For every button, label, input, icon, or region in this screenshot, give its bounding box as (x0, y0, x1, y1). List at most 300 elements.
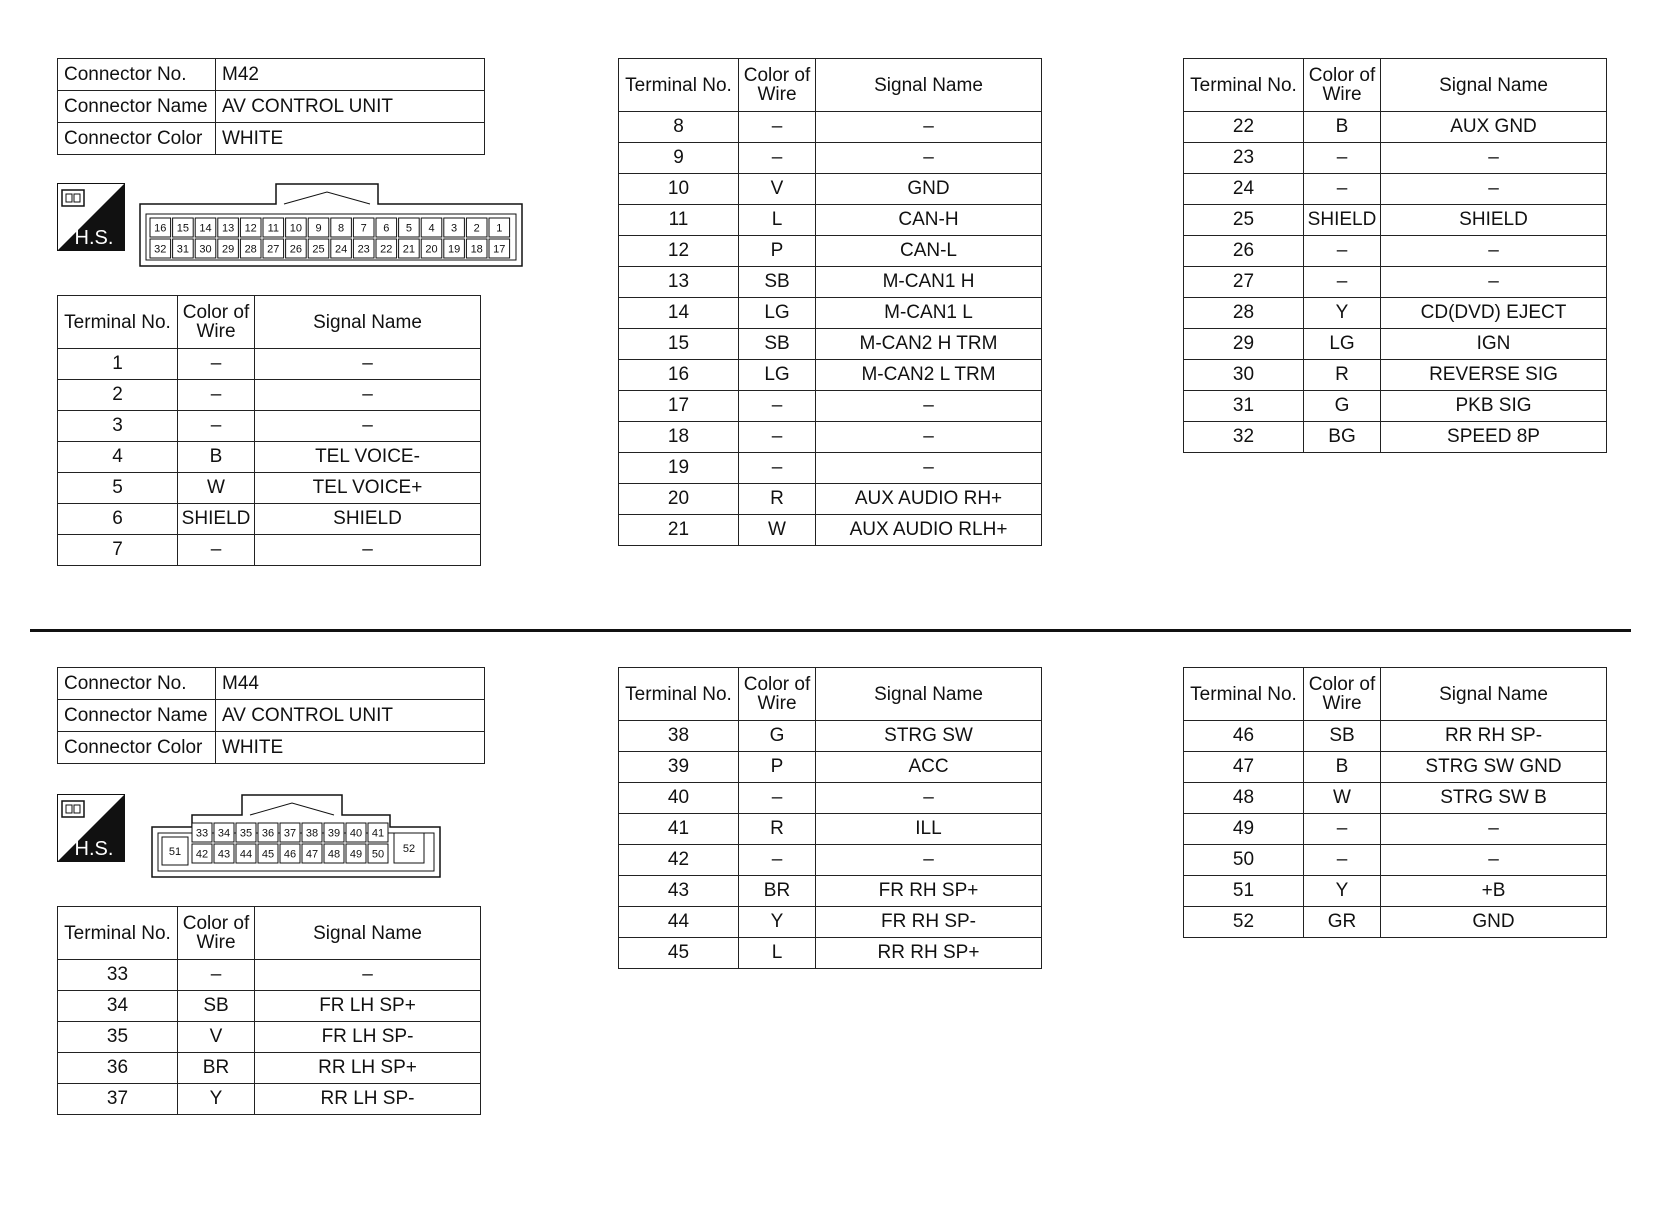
signal-name-cell: RR RH SP+ (816, 938, 1042, 969)
pin-label: 25 (312, 243, 325, 256)
terminal-table-m44-c (1183, 667, 1607, 938)
wire-color-cell: SB (1304, 721, 1381, 752)
pin-label: 32 (154, 243, 167, 256)
wire-color-cell: SB (739, 267, 816, 298)
table-row (1184, 205, 1607, 236)
wire-color-cell: R (1304, 360, 1381, 391)
signal-name-cell: – (816, 783, 1042, 814)
connector-color-value: WHITE (216, 123, 485, 155)
terminal-no-cell: 7 (58, 535, 178, 566)
wire-color-cell: BR (739, 876, 816, 907)
table-row (1184, 721, 1607, 752)
signal-name-cell: M-CAN2 L TRM (816, 360, 1042, 391)
table-row (619, 484, 1042, 515)
wire-color-cell: – (178, 411, 255, 442)
signal-name-cell: M-CAN1 H (816, 267, 1042, 298)
signal-name-cell: TEL VOICE+ (255, 473, 481, 504)
pin-label: 29 (221, 243, 235, 256)
pin-label: 33 (195, 827, 209, 840)
terminal-no-cell: 30 (1184, 360, 1304, 391)
signal-name-cell: M-CAN1 L (816, 298, 1042, 329)
table-row (619, 391, 1042, 422)
table-row (619, 143, 1042, 174)
pin-label: 35 (239, 827, 253, 840)
pin-label: 15 (176, 222, 190, 235)
pin-label: 39 (327, 827, 341, 840)
pin-label: 26 (289, 243, 303, 256)
col-signal-name: Signal Name (816, 668, 1042, 721)
terminal-no-cell: 15 (619, 329, 739, 360)
signal-name-cell: ACC (816, 752, 1042, 783)
pin-label: 1 (496, 222, 503, 235)
pin-label: 28 (244, 243, 257, 256)
pin-label: 2 (473, 222, 480, 235)
signal-name-cell: – (816, 143, 1042, 174)
terminal-no-cell: 2 (58, 380, 178, 411)
terminal-no-cell: 3 (58, 411, 178, 442)
pin-label: 12 (244, 222, 257, 235)
signal-name-cell: PKB SIG (1381, 391, 1607, 422)
terminal-no-cell: 34 (58, 991, 178, 1022)
table-row (619, 267, 1042, 298)
pin-label: 3 (451, 222, 458, 235)
signal-name-cell: – (816, 422, 1042, 453)
table-row (619, 205, 1042, 236)
pin-label: 30 (199, 243, 212, 256)
signal-name-cell: CD(DVD) EJECT (1381, 298, 1607, 329)
signal-name-cell: FR RH SP+ (816, 876, 1042, 907)
terminal-no-cell: 32 (1184, 422, 1304, 453)
wire-color-cell: – (739, 422, 816, 453)
hs-text: H.S. (74, 227, 114, 249)
terminal-no-cell: 9 (619, 143, 739, 174)
pin-label: 31 (176, 243, 190, 256)
table-row (58, 1022, 481, 1053)
signal-name-cell: CAN-L (816, 236, 1042, 267)
table-row (619, 876, 1042, 907)
terminal-no-cell: 51 (1184, 876, 1304, 907)
signal-name-cell: FR LH SP- (255, 1022, 481, 1053)
pin-label: 37 (283, 827, 297, 840)
signal-name-cell: STRG SW GND (1381, 752, 1607, 783)
table-row (619, 298, 1042, 329)
wire-color-cell: Y (178, 1084, 255, 1115)
table-row (619, 814, 1042, 845)
wire-color-cell: – (1304, 814, 1381, 845)
wire-color-cell: G (1304, 391, 1381, 422)
signal-name-cell: FR RH SP- (816, 907, 1042, 938)
pin-label: 22 (380, 243, 393, 256)
pin-label: 41 (371, 827, 385, 840)
table-row (619, 112, 1042, 143)
wire-color-cell: R (739, 484, 816, 515)
signal-name-cell: TEL VOICE- (255, 442, 481, 473)
harness-side-icon (57, 794, 125, 862)
pin-label: 16 (154, 222, 167, 235)
pin-label: 42 (195, 848, 209, 861)
connector-info-m44 (57, 667, 485, 764)
signal-name-cell: – (816, 845, 1042, 876)
pin-label: 36 (261, 827, 275, 840)
wire-color-cell: – (739, 783, 816, 814)
wire-color-cell: – (178, 349, 255, 380)
terminal-no-cell: 22 (1184, 112, 1304, 143)
col-color-of-wire: Color of Wire (1304, 59, 1381, 112)
table-row (619, 721, 1042, 752)
pin-label: 4 (428, 222, 435, 235)
terminal-no-cell: 21 (619, 515, 739, 546)
terminal-no-cell: 27 (1184, 267, 1304, 298)
signal-name-cell: AUX GND (1381, 112, 1607, 143)
signal-name-cell: FR LH SP+ (255, 991, 481, 1022)
connector-color-label: Connector Color (58, 732, 216, 764)
wire-color-cell: – (739, 391, 816, 422)
wire-color-cell: P (739, 236, 816, 267)
signal-name-cell: RR LH SP- (255, 1084, 481, 1115)
connector-info-m42 (57, 58, 485, 155)
table-row (1184, 112, 1607, 143)
table-row (1184, 814, 1607, 845)
col-signal-name: Signal Name (1381, 59, 1607, 112)
wire-color-cell: – (1304, 143, 1381, 174)
wire-color-cell: W (1304, 783, 1381, 814)
terminal-no-cell: 20 (619, 484, 739, 515)
pin-label: 10 (289, 222, 303, 235)
pin-label: 21 (402, 243, 416, 256)
terminal-no-cell: 43 (619, 876, 739, 907)
terminal-no-cell: 40 (619, 783, 739, 814)
col-terminal-no: Terminal No. (58, 296, 178, 349)
table-row (619, 360, 1042, 391)
terminal-no-cell: 35 (58, 1022, 178, 1053)
pin-label: 19 (447, 243, 461, 256)
terminal-no-cell: 24 (1184, 174, 1304, 205)
wire-color-cell: SB (178, 991, 255, 1022)
signal-name-cell: – (255, 380, 481, 411)
signal-name-cell: SHIELD (255, 504, 481, 535)
signal-name-cell: – (1381, 845, 1607, 876)
table-row (58, 1053, 481, 1084)
wire-color-cell: SB (739, 329, 816, 360)
table-row (58, 991, 481, 1022)
pin-label: 11 (267, 222, 280, 235)
terminal-table-m44-b (618, 667, 1042, 969)
terminal-table-m44-a (57, 906, 481, 1115)
pin-label: 34 (217, 827, 231, 840)
signal-name-cell: +B (1381, 876, 1607, 907)
table-row (1184, 298, 1607, 329)
signal-name-cell: RR LH SP+ (255, 1053, 481, 1084)
signal-name-cell: AUX AUDIO RLH+ (816, 515, 1042, 546)
connector-face-m44 (150, 793, 442, 879)
terminal-no-cell: 36 (58, 1053, 178, 1084)
wire-color-cell: R (739, 814, 816, 845)
wire-color-cell: – (1304, 845, 1381, 876)
terminal-no-cell: 23 (1184, 143, 1304, 174)
pin-label: 50 (371, 848, 385, 861)
col-color-of-wire: Color of Wire (178, 296, 255, 349)
col-signal-name: Signal Name (1381, 668, 1607, 721)
terminal-table-m42-b (618, 58, 1042, 546)
signal-name-cell: AUX AUDIO RH+ (816, 484, 1042, 515)
connector-color-label: Connector Color (58, 123, 216, 155)
wire-color-cell: V (178, 1022, 255, 1053)
terminal-no-cell: 5 (58, 473, 178, 504)
signal-name-cell: – (1381, 174, 1607, 205)
wire-color-cell: GR (1304, 907, 1381, 938)
signal-name-cell: REVERSE SIG (1381, 360, 1607, 391)
col-terminal-no: Terminal No. (58, 907, 178, 960)
col-signal-name: Signal Name (255, 907, 481, 960)
terminal-no-cell: 26 (1184, 236, 1304, 267)
pin-label: 40 (349, 827, 363, 840)
terminal-no-cell: 28 (1184, 298, 1304, 329)
col-signal-name: Signal Name (816, 59, 1042, 112)
signal-name-cell: – (816, 453, 1042, 484)
terminal-no-cell: 19 (619, 453, 739, 484)
table-row (619, 907, 1042, 938)
connector-no-label: Connector No. (58, 668, 216, 700)
pin-label: 20 (425, 243, 438, 256)
table-row (1184, 329, 1607, 360)
pin-label: 27 (267, 243, 280, 256)
terminal-no-cell: 37 (58, 1084, 178, 1115)
table-row (1184, 174, 1607, 205)
pin-label: 14 (199, 222, 212, 235)
terminal-no-cell: 18 (619, 422, 739, 453)
signal-name-cell: – (1381, 143, 1607, 174)
connector-name-label: Connector Name (58, 700, 216, 732)
wire-color-cell: SHIELD (1304, 205, 1381, 236)
signal-name-cell: – (816, 112, 1042, 143)
table-row (619, 422, 1042, 453)
signal-name-cell: – (1381, 267, 1607, 298)
col-color-of-wire: Color of Wire (739, 59, 816, 112)
table-row (58, 380, 481, 411)
wire-color-cell: L (739, 205, 816, 236)
table-row (619, 783, 1042, 814)
terminal-no-cell: 11 (619, 205, 739, 236)
col-terminal-no: Terminal No. (619, 668, 739, 721)
table-row (619, 752, 1042, 783)
wire-color-cell: LG (739, 298, 816, 329)
terminal-no-cell: 25 (1184, 205, 1304, 236)
wire-color-cell: – (739, 112, 816, 143)
table-row (58, 442, 481, 473)
signal-name-cell: STRG SW B (1381, 783, 1607, 814)
table-row (1184, 143, 1607, 174)
table-row (58, 349, 481, 380)
terminal-no-cell: 10 (619, 174, 739, 205)
signal-name-cell: SPEED 8P (1381, 422, 1607, 453)
signal-name-cell: GND (1381, 907, 1607, 938)
connector-color-value: WHITE (216, 732, 485, 764)
wire-color-cell: Y (739, 907, 816, 938)
pin-label: 49 (349, 848, 363, 861)
wire-color-cell: W (178, 473, 255, 504)
terminal-no-cell: 29 (1184, 329, 1304, 360)
pin-label: 7 (360, 222, 367, 235)
pin-label: 24 (334, 243, 348, 256)
pin-label: 51 (168, 846, 182, 858)
table-row (1184, 845, 1607, 876)
col-color-of-wire: Color of Wire (1304, 668, 1381, 721)
col-terminal-no: Terminal No. (619, 59, 739, 112)
signal-name-cell: GND (816, 174, 1042, 205)
terminal-no-cell: 41 (619, 814, 739, 845)
wire-color-cell: BR (178, 1053, 255, 1084)
col-signal-name: Signal Name (255, 296, 481, 349)
signal-name-cell: – (255, 960, 481, 991)
pin-label: 45 (261, 848, 275, 861)
table-row (58, 960, 481, 991)
col-color-of-wire: Color of Wire (178, 907, 255, 960)
wire-color-cell: G (739, 721, 816, 752)
terminal-no-cell: 42 (619, 845, 739, 876)
wire-color-cell: B (178, 442, 255, 473)
wire-color-cell: – (178, 535, 255, 566)
pin-label: 38 (305, 827, 319, 840)
terminal-no-cell: 45 (619, 938, 739, 969)
table-row (1184, 422, 1607, 453)
table-row (1184, 267, 1607, 298)
table-row (619, 515, 1042, 546)
wire-color-cell: LG (739, 360, 816, 391)
wire-color-cell: SHIELD (178, 504, 255, 535)
wire-color-cell: B (1304, 752, 1381, 783)
terminal-table-m42-c (1183, 58, 1607, 453)
wire-color-cell: – (1304, 267, 1381, 298)
terminal-no-cell: 49 (1184, 814, 1304, 845)
table-row (58, 535, 481, 566)
terminal-no-cell: 48 (1184, 783, 1304, 814)
table-row (58, 473, 481, 504)
pin-label: 17 (493, 243, 506, 256)
signal-name-cell: – (1381, 236, 1607, 267)
pin-label: 47 (305, 848, 319, 861)
terminal-no-cell: 12 (619, 236, 739, 267)
pin-label: 44 (239, 848, 253, 861)
terminal-no-cell: 39 (619, 752, 739, 783)
terminal-no-cell: 6 (58, 504, 178, 535)
table-row (1184, 236, 1607, 267)
terminal-no-cell: 33 (58, 960, 178, 991)
table-row (1184, 360, 1607, 391)
table-row (1184, 876, 1607, 907)
wire-color-cell: Y (1304, 298, 1381, 329)
pin-label: 6 (383, 222, 390, 235)
pin-label: 18 (470, 243, 483, 256)
wire-color-cell: B (1304, 112, 1381, 143)
terminal-no-cell: 38 (619, 721, 739, 752)
pin-label: 52 (402, 843, 416, 855)
terminal-no-cell: 4 (58, 442, 178, 473)
terminal-table-m42-a (57, 295, 481, 566)
harness-side-icon (57, 183, 125, 251)
col-terminal-no: Terminal No. (1184, 59, 1304, 112)
connector-no-label: Connector No. (58, 59, 216, 91)
table-row (1184, 783, 1607, 814)
signal-name-cell: ILL (816, 814, 1042, 845)
table-row (58, 411, 481, 442)
terminal-no-cell: 47 (1184, 752, 1304, 783)
pin-label: 43 (217, 848, 231, 861)
wire-color-cell: P (739, 752, 816, 783)
table-row (619, 453, 1042, 484)
pin-label: 5 (405, 222, 412, 235)
wire-color-cell: – (178, 380, 255, 411)
table-row (619, 174, 1042, 205)
pin-label: 9 (315, 222, 322, 235)
wire-color-cell: L (739, 938, 816, 969)
wire-color-cell: Y (1304, 876, 1381, 907)
connector-no-value: M44 (216, 668, 485, 700)
table-row (1184, 752, 1607, 783)
pin-label: 13 (221, 222, 235, 235)
table-row (58, 1084, 481, 1115)
signal-name-cell: – (255, 411, 481, 442)
col-color-of-wire: Color of Wire (739, 668, 816, 721)
wire-color-cell: – (739, 845, 816, 876)
terminal-no-cell: 17 (619, 391, 739, 422)
terminal-no-cell: 8 (619, 112, 739, 143)
terminal-no-cell: 14 (619, 298, 739, 329)
pin-label: 23 (357, 243, 370, 256)
terminal-no-cell: 13 (619, 267, 739, 298)
terminal-no-cell: 52 (1184, 907, 1304, 938)
connector-name-value: AV CONTROL UNIT (216, 700, 485, 732)
connector-name-value: AV CONTROL UNIT (216, 91, 485, 123)
wire-color-cell: V (739, 174, 816, 205)
table-row (619, 938, 1042, 969)
pin-label: 48 (327, 848, 341, 861)
connector-face-m42 (138, 182, 524, 268)
signal-name-cell: SHIELD (1381, 205, 1607, 236)
terminal-no-cell: 46 (1184, 721, 1304, 752)
terminal-no-cell: 1 (58, 349, 178, 380)
table-row (58, 504, 481, 535)
signal-name-cell: – (1381, 814, 1607, 845)
connector-no-value: M42 (216, 59, 485, 91)
signal-name-cell: – (255, 349, 481, 380)
table-row (619, 236, 1042, 267)
terminal-no-cell: 16 (619, 360, 739, 391)
signal-name-cell: – (816, 391, 1042, 422)
wire-color-cell: – (178, 960, 255, 991)
col-terminal-no: Terminal No. (1184, 668, 1304, 721)
pin-label: 8 (338, 222, 345, 235)
wire-color-cell: – (739, 143, 816, 174)
pin-label: 46 (283, 848, 297, 861)
terminal-no-cell: 31 (1184, 391, 1304, 422)
wire-color-cell: – (1304, 236, 1381, 267)
table-row (1184, 907, 1607, 938)
signal-name-cell: STRG SW (816, 721, 1042, 752)
table-row (619, 329, 1042, 360)
table-row (1184, 391, 1607, 422)
wire-color-cell: LG (1304, 329, 1381, 360)
wire-color-cell: BG (1304, 422, 1381, 453)
signal-name-cell: IGN (1381, 329, 1607, 360)
table-row (619, 845, 1042, 876)
signal-name-cell: RR RH SP- (1381, 721, 1607, 752)
terminal-no-cell: 44 (619, 907, 739, 938)
wire-color-cell: – (1304, 174, 1381, 205)
signal-name-cell: CAN-H (816, 205, 1042, 236)
wire-color-cell: – (739, 453, 816, 484)
signal-name-cell: – (255, 535, 481, 566)
hs-text: H.S. (74, 838, 114, 860)
